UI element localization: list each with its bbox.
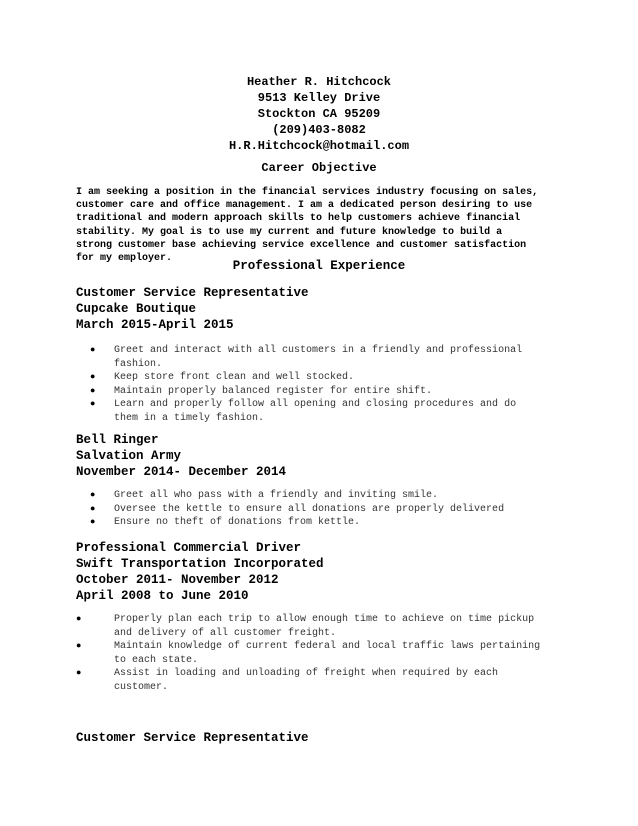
list-item: ● Greet all who pass with a friendly and inviting smile.	[90, 490, 439, 501]
list-item: ● Maintain knowledge of current federal and local traffic laws pertaining to each state.	[76, 641, 541, 666]
job-duties-list	[76, 613, 566, 694]
experience-heading: Professional Experience	[232, 259, 406, 273]
job-title: Customer Service Representative	[76, 286, 309, 300]
job-header	[76, 730, 309, 746]
job-duties-list	[90, 344, 560, 425]
bullet-icon: ●	[90, 345, 96, 355]
bullet-icon: ●	[76, 641, 82, 651]
job-dates: March 2015-April 2015	[76, 318, 234, 332]
street-address: 9513 Kelley Drive	[257, 91, 381, 105]
contact-header	[0, 74, 638, 154]
job-dates: October 2011- November 2012	[76, 573, 279, 587]
list-item: ● Greet and interact with all customers in a friendly and professional fashion.	[90, 345, 523, 370]
job-header	[76, 540, 324, 604]
list-item: ● Learn and properly follow all opening and closing procedures and do them in a timely fashion.	[90, 399, 517, 424]
company-name: Swift Transportation Incorporated	[76, 557, 324, 571]
bullet-icon: ●	[90, 399, 96, 409]
objective-heading: Career Objective	[261, 161, 377, 175]
list-item: ● Ensure no theft of donations from kettle.	[90, 517, 361, 528]
city-state-zip: Stockton CA 95209	[257, 107, 381, 121]
bullet-icon: ●	[90, 385, 96, 396]
objective-text: I am seeking a position in the financial services industry focusing on sales, customer care and office management. I am a dedicated person desiring to use traditional and modern approach skills to help customers achieve financial stability. My goal is to use my current and future knowledge to build a strong customer base achieving service excellence and customer satisfaction for my employer.	[76, 187, 539, 265]
bullet-icon: ●	[90, 517, 96, 527]
job-duties-list	[90, 489, 560, 530]
job-title: Bell Ringer	[76, 433, 159, 447]
bullet-icon: ●	[90, 372, 96, 382]
job-dates-secondary: April 2008 to June 2010	[76, 589, 249, 603]
job-dates: November 2014- December 2014	[76, 465, 287, 479]
list-item: ● Keep store front clean and well stocked.	[90, 372, 355, 383]
job-header	[76, 432, 286, 480]
phone-number: (209)403-8082	[272, 123, 366, 137]
bullet-icon: ●	[90, 503, 96, 514]
job-header	[76, 285, 309, 333]
list-item: ● Maintain properly balanced register for entire shift.	[90, 385, 433, 397]
company-name: Salvation Army	[76, 449, 182, 463]
company-name: Cupcake Boutique	[76, 302, 197, 316]
bullet-icon: ●	[76, 668, 82, 678]
bullet-icon: ●	[76, 614, 82, 624]
email-address: H.R.Hitchcock@hotmail.com	[228, 139, 410, 153]
job-title: Professional Commercial Driver	[76, 541, 302, 555]
job-title: Customer Service Representative	[76, 731, 309, 745]
list-item: ● Oversee the kettle to ensure all donations are properly delivered	[90, 503, 505, 515]
list-item: ● Properly plan each trip to allow enough time to achieve on time pickup and delivery of all customer freight.	[76, 614, 535, 639]
list-item: ● Assist in loading and unloading of freight when required by each customer.	[76, 668, 499, 693]
applicant-name: Heather R. Hitchcock	[246, 75, 392, 89]
bullet-icon: ●	[90, 490, 96, 500]
